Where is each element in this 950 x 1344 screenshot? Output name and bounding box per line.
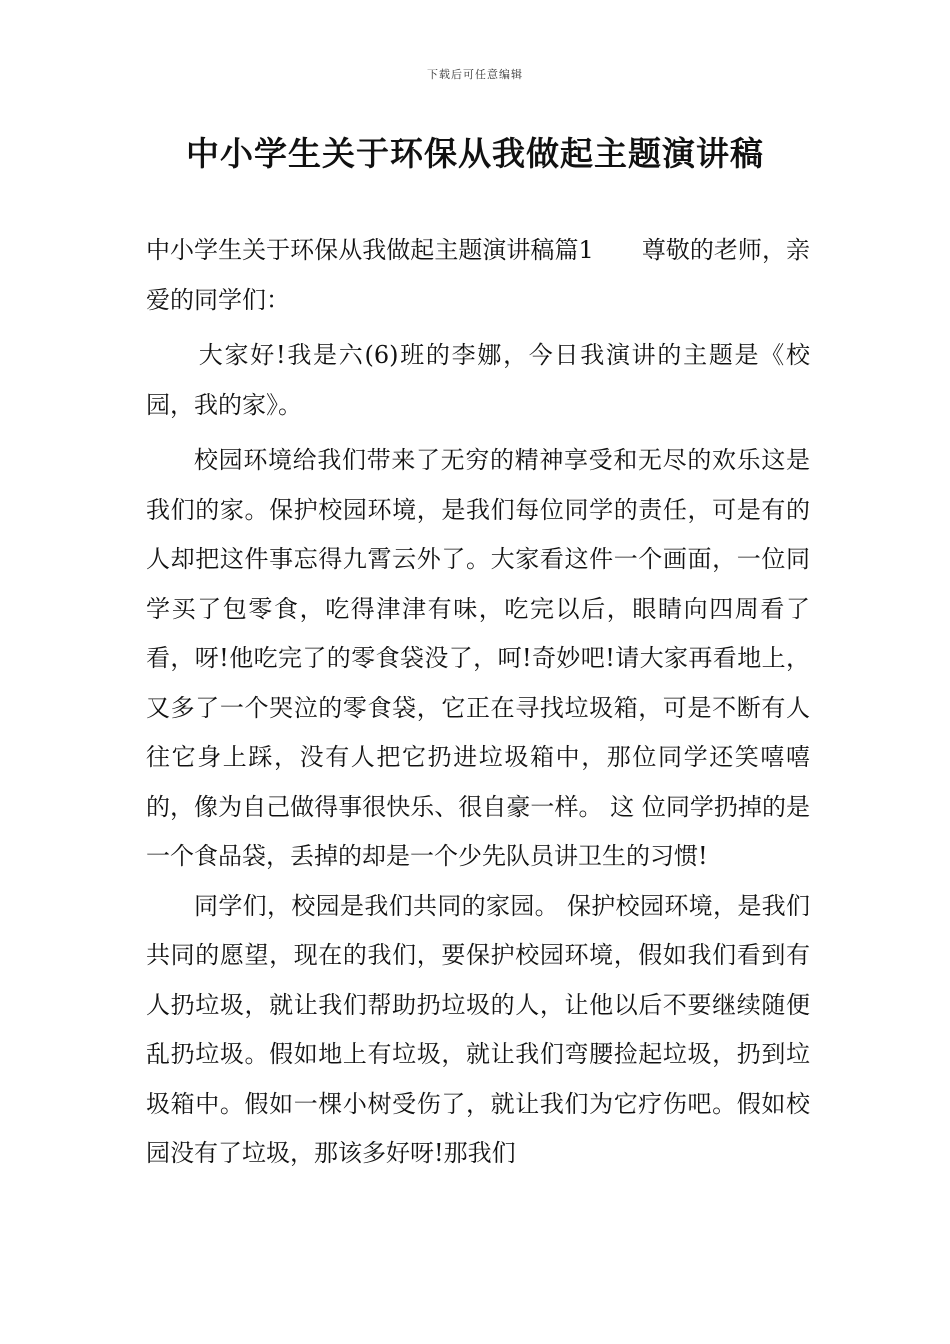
paragraph-campus-environment: 校园环境给我们带来了无穷的精神享受和无尽的欢乐这是我们的家。保护校园环境，是我们每位同学的责任，可是有的人却把这件事忘得九霄云外了。大家看这件一个画面，一位同学买了包零食，吃得津津有味，吃完以后，眼睛向四周看了看，呀!他吃完了的零食袋没了，呵!奇妙吧!请大家再看地上，又多了一个哭泣的零食袋，它正在寻找垃圾箱，可是不断有人往它身上踩，没有人把它扔进垃圾箱中，那位同学还笑嘻嘻的，像为自己做得事很快乐、很自豪一样。 这 位同学扔掉的是一个食品袋，丢掉的却是一个少先队员讲卫生的习惯!: [146, 446, 810, 870]
document-body: [146, 226, 810, 1179]
paragraph-greeting: 大家好!我是六(6)班的李娜，今日我演讲的主题是《校园，我的家》。: [146, 341, 810, 419]
paragraph-call-to-action: 同学们，校园是我们共同的家园。 保护校园环境，是我们共同的愿望，现在的我们，要保护校园环境，假如我们看到有人扔垃圾，就让我们帮助扔垃圾的人，让他以后不要继续随便乱扔垃圾。假如地上有垃圾，就让我们弯腰捡起垃圾，扔到垃圾箱中。假如一棵小树受伤了，就让我们为它疗伤吧。假如校园没有了垃圾，那该多好呀!那我们: [146, 891, 810, 1167]
header-note: 下载后可任意编辑: [427, 68, 523, 81]
page-title: 中小学生关于环保从我做起主题演讲稿: [186, 134, 764, 173]
paragraph-intro: 中小学生关于环保从我做起主题演讲稿篇1 尊敬的老师，亲爱的同学们：: [146, 236, 810, 314]
